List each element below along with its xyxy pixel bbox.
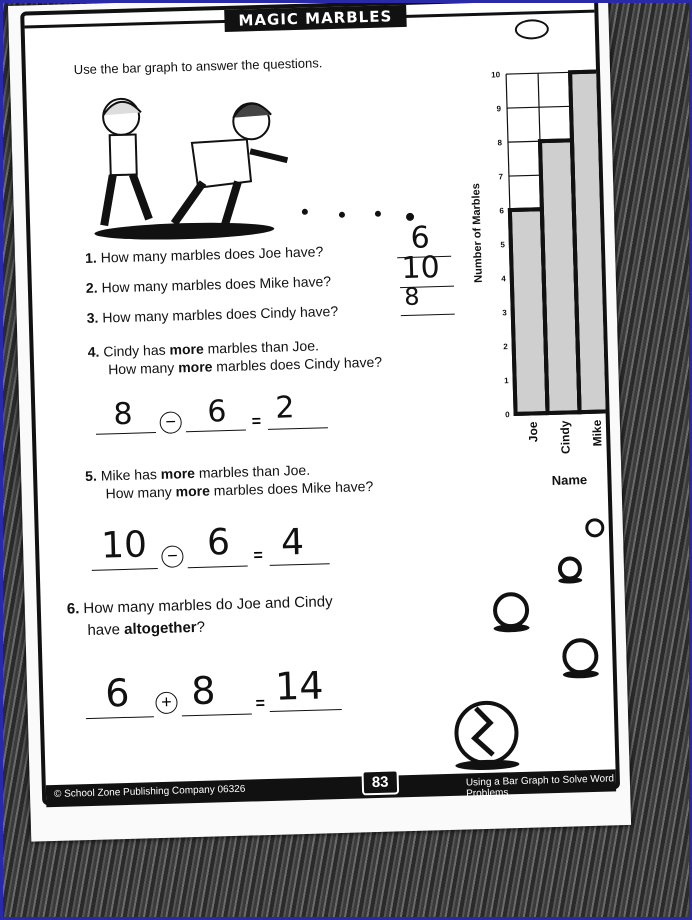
- question-5-line-1: 5. Mike has more marbles than Joe.: [84, 461, 311, 485]
- answer-line-4a: [96, 432, 156, 435]
- answer-6-result: 14: [274, 663, 325, 709]
- question-3: 3. How many marbles does Cindy have?: [86, 302, 339, 326]
- answer-line-4r: [268, 427, 328, 430]
- y-tick-label: 10: [491, 70, 501, 80]
- question-4-line-2: How many more marbles does Cindy have?: [107, 353, 383, 378]
- y-tick-label: 0: [505, 410, 510, 420]
- answer-line-5r: [270, 563, 330, 566]
- topic-text: Using a Bar Graph to Solve Word Problems: [465, 773, 615, 800]
- equals-4: =: [251, 413, 262, 431]
- marbles-decoration: [438, 499, 615, 774]
- minus-operator-4: −: [159, 411, 182, 434]
- page-number: 83: [361, 769, 398, 795]
- answer-6-a: 6: [104, 670, 131, 716]
- answer-line-6r: [270, 709, 342, 712]
- y-tick-label: 4: [501, 274, 506, 284]
- y-tick-label: 2: [503, 342, 508, 352]
- x-category-label: Mike: [589, 419, 605, 447]
- chart-bars: [506, 71, 608, 414]
- worksheet-page: [20, 0, 620, 805]
- chart-x-labels: [526, 419, 605, 455]
- equals-6: =: [255, 695, 266, 713]
- x-category-label: Cindy: [557, 420, 573, 455]
- question-6-line-2: have altogether?: [87, 618, 206, 640]
- answer-5-a: 10: [100, 524, 148, 567]
- answer-line-5b: [188, 566, 248, 569]
- answer-line-6b: [182, 713, 252, 716]
- y-tick-label: 5: [500, 240, 505, 250]
- footer-bar: [46, 769, 616, 807]
- marble-oval-icon: [515, 19, 550, 40]
- bar-graph: [466, 60, 608, 493]
- y-tick-label: 6: [499, 206, 505, 216]
- instructions: Use the bar graph to answer the questions.: [73, 55, 323, 78]
- question-6-line-1: 6. How many marbles do Joe and Cindy: [66, 593, 333, 618]
- y-tick-label: 8: [497, 138, 503, 148]
- plus-operator-6: +: [155, 692, 178, 715]
- question-4-line-1: 4. Cindy has more marbles than Joe.: [87, 337, 320, 360]
- answer-4-b: 6: [206, 394, 227, 430]
- worksheet-paper: [8, 0, 631, 842]
- answer-1: 6: [410, 220, 431, 256]
- y-tick-label: 7: [498, 172, 504, 182]
- answer-4-result: 2: [274, 390, 295, 426]
- publisher-text: © School Zone Publishing Company 06326: [53, 783, 246, 801]
- children-illustration: [70, 80, 294, 246]
- minus-operator-5: −: [161, 545, 184, 568]
- y-tick-label: 3: [502, 308, 507, 318]
- question-1: 1. How many marbles does Joe have?: [84, 243, 324, 266]
- answer-6-b: 8: [190, 668, 216, 714]
- page-title: MAGIC MARBLES: [224, 5, 406, 32]
- answer-4-a: 8: [112, 396, 134, 433]
- equals-5: =: [253, 547, 264, 565]
- title-bar: [24, 0, 595, 44]
- question-5-line-2: How many more marbles does Mike have?: [105, 477, 374, 502]
- chart-y-axis-label: Number of Marbles: [470, 183, 485, 283]
- y-tick-label: 9: [496, 104, 502, 114]
- y-tick-label: 1: [504, 376, 509, 386]
- answer-line-4b: [186, 430, 246, 433]
- question-2: 2. How many marbles does Mike have?: [85, 273, 332, 296]
- answer-line-3: [401, 314, 455, 317]
- x-category-label: Joe: [525, 421, 541, 443]
- answer-3: 8: [403, 282, 420, 312]
- answer-2: 10: [400, 250, 441, 287]
- answer-5-result: 4: [280, 521, 305, 564]
- answer-line-5a: [92, 568, 158, 571]
- chart-x-axis-label: Name: [551, 472, 588, 488]
- answer-line-6a: [86, 716, 154, 719]
- answer-5-b: 6: [206, 522, 231, 564]
